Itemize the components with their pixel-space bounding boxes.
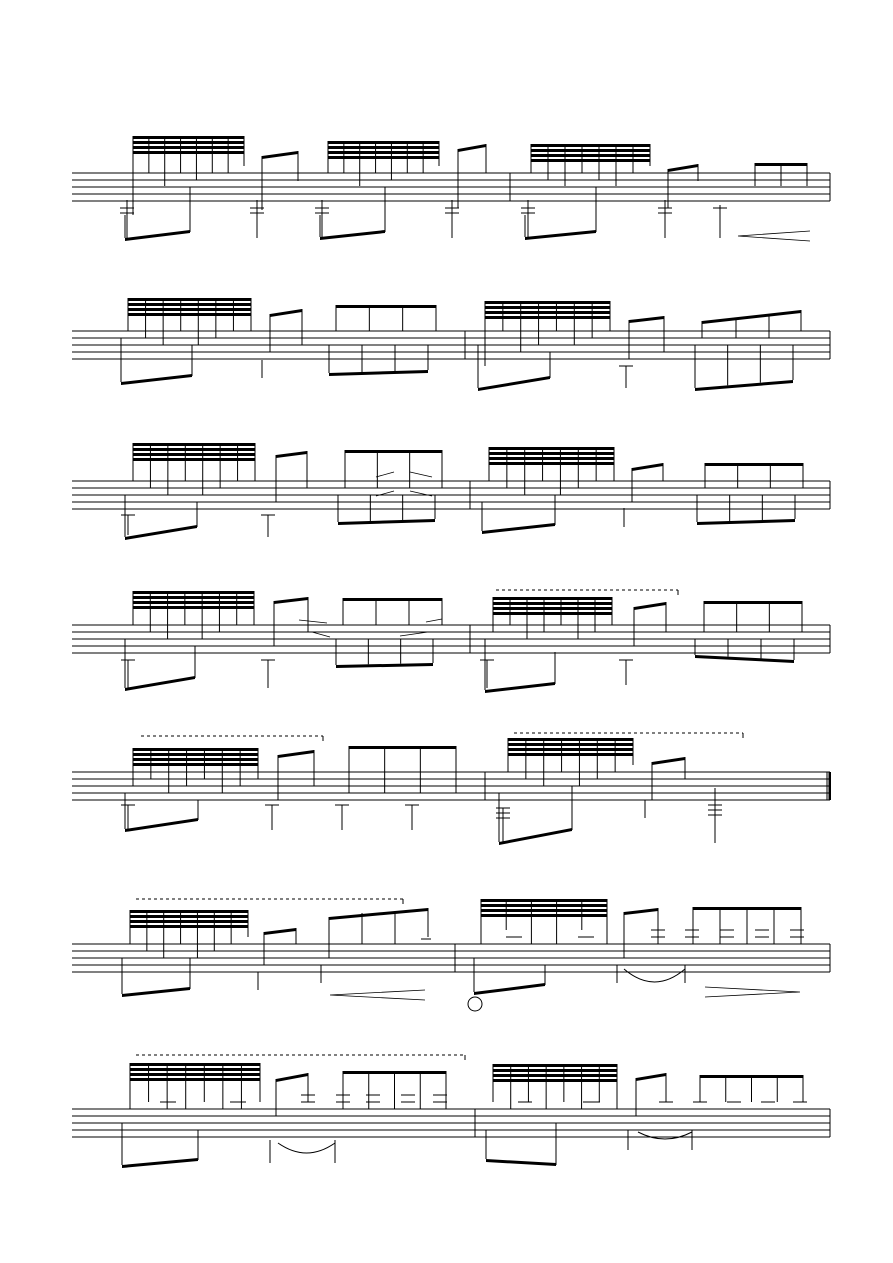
ledger-note — [265, 805, 279, 830]
beam — [704, 601, 802, 604]
beam — [493, 612, 612, 615]
lower-beam-pair — [486, 1123, 556, 1166]
beam — [133, 601, 254, 604]
lower-beam-four — [695, 639, 794, 663]
staff-system-6 — [72, 944, 830, 972]
beam — [130, 920, 248, 923]
slur-mark — [299, 619, 442, 637]
beam — [531, 154, 650, 157]
ledger-note — [121, 515, 135, 535]
beam — [668, 164, 698, 172]
upper-beam-three — [755, 163, 807, 186]
dashed-bracket — [141, 736, 323, 741]
beam — [121, 374, 192, 385]
beam — [328, 146, 439, 149]
lower-beam-four — [329, 345, 428, 376]
beam — [130, 910, 248, 913]
upper-beam-five — [343, 1071, 446, 1109]
lower-beam-pair — [122, 958, 190, 997]
tie-arc — [638, 1132, 692, 1139]
beam — [122, 987, 190, 997]
ledger-note — [121, 660, 135, 688]
lower-beam-four — [338, 495, 435, 525]
beam — [328, 156, 439, 159]
beam — [133, 591, 254, 594]
beam — [130, 925, 248, 928]
upper-beam-four — [704, 601, 802, 632]
beam — [531, 149, 650, 152]
beam — [695, 655, 794, 663]
beam — [329, 370, 428, 376]
beam — [328, 141, 439, 144]
beam — [508, 738, 633, 741]
ledger-note — [120, 200, 134, 238]
lower-beam-pair — [499, 786, 572, 845]
beam — [636, 1073, 666, 1081]
ledger-note — [405, 805, 419, 830]
beam — [652, 757, 685, 765]
beam — [130, 1073, 260, 1076]
beam — [329, 908, 428, 920]
beam — [133, 448, 255, 451]
lower-beam-pair — [482, 495, 555, 534]
ledger-note — [261, 660, 275, 688]
ledger-note — [658, 200, 672, 238]
beam — [525, 230, 596, 240]
beam — [478, 376, 550, 391]
beam — [489, 457, 614, 460]
dashed-bracket — [496, 590, 678, 595]
beam — [489, 462, 614, 465]
beam — [349, 746, 456, 749]
beam — [485, 682, 555, 693]
lower-beam-pair — [320, 187, 385, 240]
beam — [130, 1068, 260, 1071]
beam — [274, 597, 308, 604]
beam — [133, 596, 254, 599]
upper-eighth-pair — [264, 928, 296, 965]
upper-beam-four — [702, 310, 801, 338]
beam — [508, 753, 633, 756]
hairpin-icon — [705, 987, 800, 997]
beam — [128, 298, 251, 301]
beam — [508, 748, 633, 751]
upper-eighth-pair — [276, 451, 307, 502]
ledger-note — [445, 200, 459, 238]
lower-beam-four — [697, 495, 795, 525]
beam — [485, 306, 610, 309]
beam — [481, 909, 607, 912]
beam — [499, 828, 572, 845]
beam — [343, 598, 442, 601]
beam — [133, 758, 258, 761]
beam — [338, 519, 435, 525]
hairpin-icon — [738, 231, 810, 241]
beam — [695, 380, 793, 391]
beam — [482, 523, 555, 534]
lower-beam-pair — [125, 793, 198, 832]
beam — [493, 1069, 617, 1072]
staff-system-1 — [72, 173, 830, 201]
beam — [702, 310, 801, 324]
beam — [133, 748, 258, 751]
beam — [629, 316, 664, 323]
dashed-bracket — [514, 733, 743, 738]
ledger-note — [261, 515, 275, 537]
beam — [128, 303, 251, 306]
ledger-note — [521, 200, 535, 238]
upper-beam-five — [693, 907, 801, 944]
beam — [128, 313, 251, 316]
upper-beam-five — [700, 1075, 803, 1102]
upper-eighth-pair — [636, 1073, 666, 1116]
beam — [133, 453, 255, 456]
beam — [489, 447, 614, 450]
beam — [278, 750, 314, 758]
beam — [485, 316, 610, 319]
staff-system-5 — [72, 772, 831, 800]
ledger-note — [480, 660, 494, 688]
beam — [130, 1063, 260, 1066]
beam-group-4b — [493, 597, 612, 639]
upper-beam-four — [336, 305, 436, 331]
lower-beam-pair — [474, 958, 545, 995]
ledger-note — [335, 805, 349, 830]
beam — [264, 928, 296, 935]
beam — [133, 606, 254, 609]
ledger-note — [619, 366, 633, 388]
circle-marking-icon — [468, 997, 482, 1011]
upper-beam-four — [343, 598, 442, 625]
upper-eighth-pair — [632, 463, 663, 502]
beam — [276, 451, 307, 458]
upper-eighth-pair — [458, 144, 486, 208]
staff-system-4 — [72, 625, 830, 653]
lower-beam-pair — [125, 187, 190, 241]
staff-system-7 — [72, 1109, 830, 1137]
tie-arc — [278, 1143, 335, 1153]
beam — [328, 151, 439, 154]
ledger-note — [121, 805, 135, 830]
staff-system-2 — [72, 331, 830, 359]
upper-beam-four — [705, 463, 803, 488]
beam — [133, 141, 244, 144]
dashed-bracket — [136, 899, 403, 904]
beam — [531, 159, 650, 162]
beam — [493, 597, 612, 600]
ledger-note — [713, 205, 727, 238]
beam — [133, 136, 244, 139]
lower-beam-pair — [485, 639, 555, 693]
beam — [133, 753, 258, 756]
beam — [508, 743, 633, 746]
beam — [133, 151, 244, 154]
ledger-note — [315, 200, 329, 238]
ledger-note — [708, 788, 722, 843]
beam — [493, 1079, 617, 1082]
beam — [489, 452, 614, 455]
beam — [485, 311, 610, 314]
upper-beam-four — [345, 450, 442, 488]
beam — [125, 525, 197, 540]
beam — [493, 1074, 617, 1077]
tie-arc — [624, 969, 685, 982]
beam — [486, 1159, 556, 1166]
beam — [336, 663, 433, 668]
beam — [130, 1078, 260, 1081]
beam — [125, 676, 195, 691]
beam-group-3a — [133, 443, 255, 495]
beam — [481, 899, 607, 902]
beam-group-1b — [328, 141, 439, 186]
ledger-note — [619, 660, 633, 685]
lower-beam-pair — [125, 639, 195, 691]
beam — [485, 301, 610, 304]
beam — [270, 309, 302, 317]
beam — [320, 230, 385, 240]
hairpin-icon — [330, 990, 425, 1000]
beam — [133, 443, 255, 446]
beam — [493, 607, 612, 610]
beam — [697, 519, 795, 525]
beam — [122, 1158, 198, 1168]
beam — [130, 915, 248, 918]
beam — [336, 305, 436, 308]
beam — [262, 151, 298, 159]
beam — [458, 144, 486, 152]
beam — [345, 450, 442, 453]
beam — [705, 463, 803, 466]
beam — [624, 908, 658, 915]
beam — [493, 1064, 617, 1067]
beam — [133, 146, 244, 149]
beam — [481, 914, 607, 917]
ledger-note — [496, 808, 510, 842]
beam — [125, 818, 198, 832]
beam — [481, 904, 607, 907]
beam — [632, 463, 663, 471]
beam — [493, 602, 612, 605]
staff-system-3 — [72, 481, 830, 509]
beam-group-1a — [133, 136, 244, 186]
slur-mark — [376, 472, 432, 477]
beam — [125, 230, 190, 241]
beam — [634, 602, 666, 610]
beam — [133, 458, 255, 461]
lower-beam-pair — [525, 187, 596, 240]
beam — [276, 1073, 308, 1082]
final-barline-thick — [829, 772, 832, 800]
beam — [128, 308, 251, 311]
beam — [474, 983, 545, 995]
beam — [531, 144, 650, 147]
beam — [133, 763, 258, 766]
dashed-bracket — [136, 1055, 465, 1060]
beam-group-2b — [485, 301, 610, 352]
